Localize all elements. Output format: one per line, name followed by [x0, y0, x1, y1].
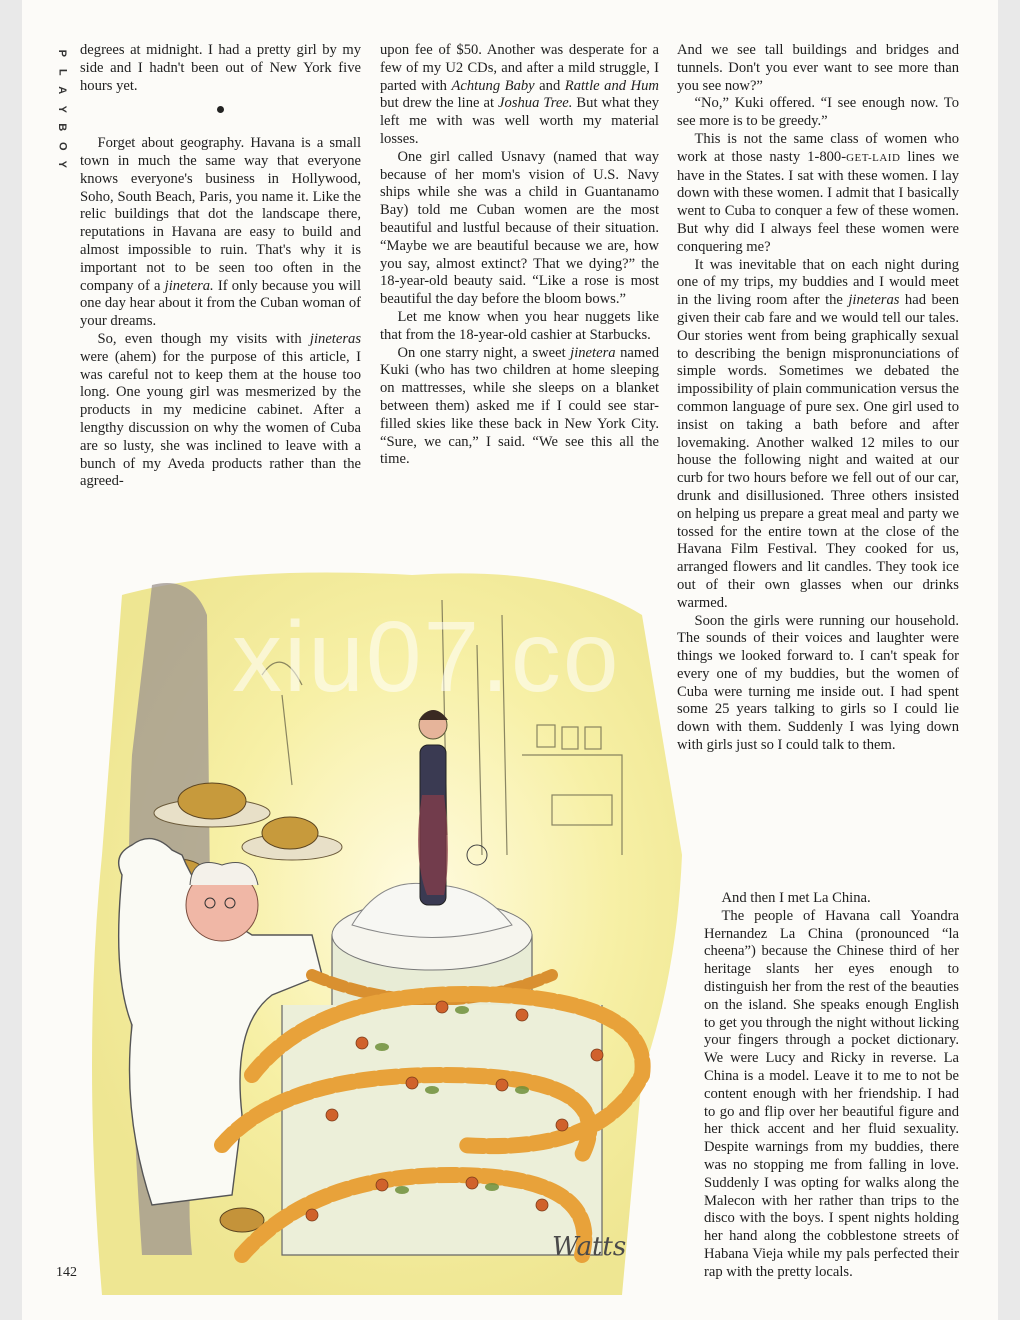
- masthead-letter: Y: [56, 160, 69, 168]
- section-break: [80, 101, 361, 119]
- paragraph: Let me know when you hear nuggets like that from the 18-year-old cashier at Starbucks.: [380, 308, 659, 343]
- masthead-letter: L: [56, 68, 69, 76]
- paragraph: “No,” Kuki offered. “I see enough now. To see more is to be greedy.”: [677, 95, 959, 130]
- page-number: 142: [56, 1265, 77, 1280]
- paragraph: degrees at midnight. I had a pretty girl by my side and I hadn't been out of New York five hours yet.: [80, 42, 361, 94]
- artist-signature: Watts: [552, 1232, 627, 1262]
- playboy-masthead: [52, 44, 72, 174]
- paragraph: Forget about geography. Havana is a small town in much the same way that everyone knows everyone's business in Hollywood, Soho, South Beach, Paris, you name it. Like the relic buildings that dot the landscape there, reputations in Havana are easy to build and almost impossible to ruin. That's why it is important not to be seen too often in the company of a jinetera. If only because you will one day hear about it from the Cuban woman of your dreams.: [80, 135, 362, 330]
- paragraph: And then I met La China.: [721, 890, 871, 906]
- masthead-letter: B: [56, 123, 69, 132]
- paragraph: On one starry night, a sweet jinetera named Kuki (who has two children at home sleeping on mattresses, while she sleeps on a blanket between them) asked me if I could see star-filled skies like these back in New York City. “Sure, we can,” I said. “We see this all the time.: [380, 344, 659, 468]
- column-3-lower: [704, 890, 959, 1282]
- masthead-letter: O: [56, 141, 69, 151]
- masthead-letter: P: [56, 49, 69, 57]
- paragraph: The people of Havana call Yoandra Hernandez La China (pronounced “la cheena”) because the Chinese third of her heritage slants her eyes enough to distinguish her from the rest of the beauties on the island. She speaks enough English to get you through the night without licking your fingers through a pocket dictionary. We were Lucy and Ricky in reverse. La China is a model. Leave it to me to not be content enough with her friendship. I had to go and flip over her beautiful figure and her thick accent and her fluid sexuality. Despite warnings from my buddies, there was no stopping me from falling in love. Suddenly I was opting for walks along the Malecon with her rather than trips to the disco with the boys. I spent nights holding her hand along the cobblestone streets of Habana Vieja while my pals perfected their rap with the pretty locals.: [704, 907, 959, 1280]
- paragraph: Soon the girls were running our household. The sounds of their voices and laughter were things we looked forward to. I can't speak for every one of my buddies, but the women of Cuba were turning me inside out. I had spent some 25 years talking to girls so I could lie down with them. Suddenly I was lying down with girls just so I could talk to them.: [677, 612, 959, 754]
- wedding-cake-illustration: [82, 555, 682, 1295]
- paragraph: It was inevitable that on each night during one of my trips, my buddies and I would meet in the living room after the jineteras had been given their cab fare and we would tell our tales. Our stories went from being graphically sexual to describing the benign mispronunciations of simple words. Sometimes we debated the impossibility of plain communication versus the common language of pure sex. One girl used to insist on taking a bath before and after lovemaking. Another walked 12 miles to our house the following night and waited at our curb for two hours before we fell out of our car, drunk and disillusioned. Three others insisted on helping us prepare a great meal and party we tossed for the entire town at the close of the Havana Film Festival. They cooked for us, arranged flowers and lit candles. They took ice out of their own glasses when our drinks warmed.: [677, 256, 959, 611]
- paragraph: upon fee of $50. Another was desperate for a few of my U2 CDs, and after a mild struggle, I parted with Achtung Baby and Rattle and Hum but drew the line at Joshua Tree. But what they left me with was well worth my material losses.: [380, 42, 659, 147]
- text-column-3: [677, 42, 959, 1280]
- masthead-letter: A: [56, 86, 69, 95]
- paragraph: So, even though my visits with jineteras were (ahem) for the purpose of this article, I was careful not to keep them at the house too long. One young girl was mesmerized by the products in my medicine cabinet. After a lengthy discussion on why the women of Cuba are so lusty, she was inclined to leave with a bunch of my Aveda products rather than the agreed-: [80, 330, 361, 490]
- paragraph: And we see tall buildings and bridges and tunnels. Don't you ever want to see more than you see now?”: [677, 42, 959, 94]
- column-3-upper: [677, 42, 959, 890]
- text-column-1: [80, 42, 361, 491]
- bullet-icon: [217, 106, 224, 113]
- watermark: xiu07.co: [232, 601, 621, 713]
- masthead-letter: Y: [56, 105, 69, 113]
- magazine-page: [22, 0, 998, 1320]
- text-column-2: [380, 42, 659, 469]
- paragraph: One girl called Usnavy (named that way because of her mom's vision of U.S. Navy ships while she was a child in Guantanamo Bay) told me Cuban women are the most beautiful and lustful because of their situation. “Maybe we are beautiful because we are, how you say, almost extinct? That we dying?” the 18-year-old beauty said. “Like a rose is most beautiful the day before the bloom bows.”: [380, 148, 659, 308]
- paragraph: This is not the same class of women who work at those nasty 1-800-GET-LAID lines we have in the States. I sat with these women. I lay down with these women. I admit that I basically went to Cuba to conquer a few of these women. But why did I always feel these women were conquering me?: [677, 130, 959, 255]
